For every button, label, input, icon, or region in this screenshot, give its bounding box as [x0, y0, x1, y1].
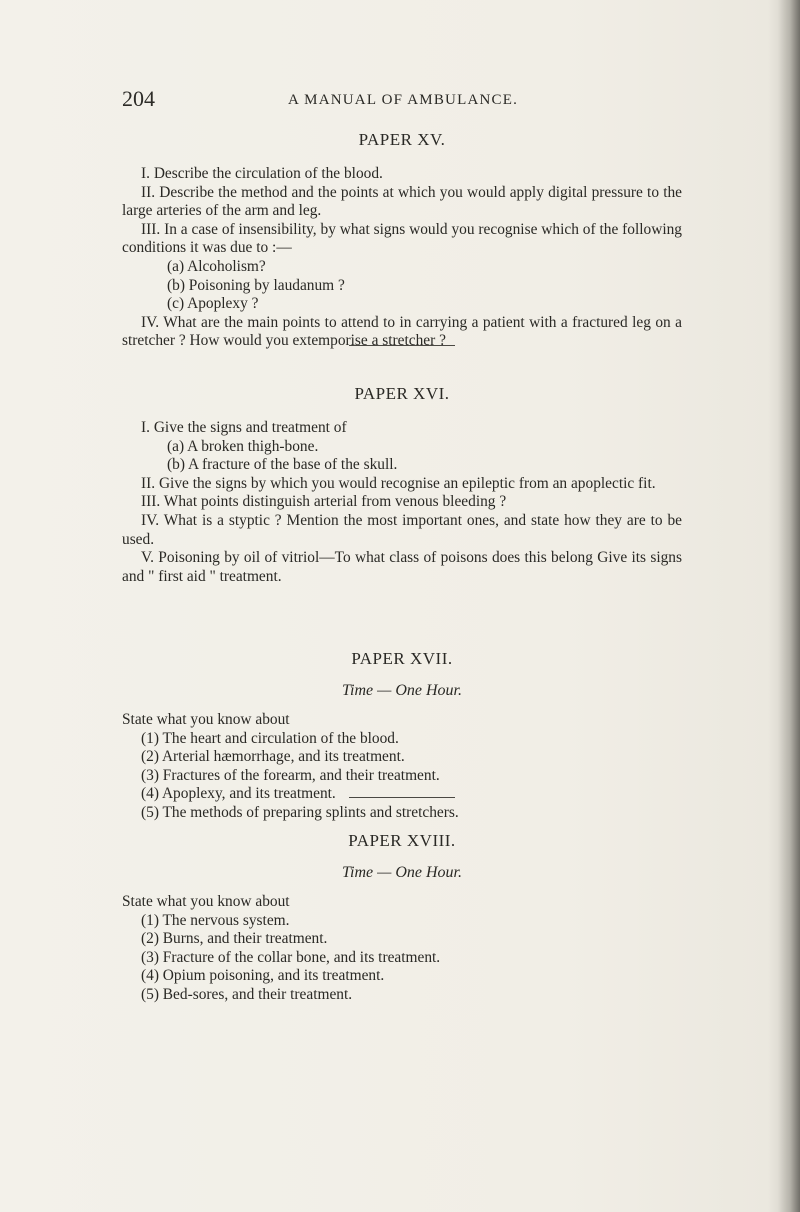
section-divider [349, 797, 455, 798]
list-item: (1) The nervous system. [141, 911, 290, 929]
paper-title: PAPER XVIII. [348, 831, 456, 850]
paper-title: PAPER XV. [358, 130, 446, 149]
time-allowed: Time — One Hour. [341, 864, 462, 881]
lead-line: State what you know about [122, 893, 290, 910]
question: IV. What is a styptic ? Mention the most important ones, and state how they are to be used. [122, 511, 682, 548]
list-item: (2) Burns, and their treatment. [141, 930, 328, 948]
paper-xvi [122, 384, 682, 586]
list-item: (3) Fractures of the forearm, and their treatment. [141, 766, 440, 784]
running-head [122, 88, 682, 118]
list-item: (4) Apoplexy, and its treatment. [141, 785, 336, 803]
sub-question: (a) A broken thigh-bone. [167, 437, 319, 455]
list-item: (5) The methods of preparing splints and stretchers. [141, 803, 459, 821]
time-allowed: Time — One Hour. [341, 682, 462, 699]
question: IV. What are the main points to attend to in carrying a patient with a fractured leg on a stretcher ? How would you extemporise a stretcher ? [122, 313, 682, 350]
list-item: (4) Opium poisoning, and its treatment. [141, 967, 385, 985]
section-divider [349, 345, 455, 346]
list-item: (2) Arterial hæmorrhage, and its treatment. [141, 748, 405, 766]
question: V. Poisoning by oil of vitriol—To what class of poisons does this belong Give its signs and " first aid " treatment. [122, 549, 682, 585]
question: II. Describe the method and the points at which you would apply digital pressure to the large arteries of the arm and leg. [122, 183, 682, 220]
list-item: (1) The heart and circulation of the blood. [141, 729, 399, 747]
question: III. What points distinguish arterial from venous bleeding ? [141, 493, 507, 511]
list-item: (5) Bed-sores, and their treatment. [141, 985, 353, 1003]
page-number: 204 [122, 86, 155, 111]
sub-question: (c) Apoplexy ? [167, 295, 259, 313]
lead-line: State what you know about [122, 711, 290, 728]
page-edge-shadow [778, 0, 800, 1212]
paper-title: PAPER XVII. [351, 649, 453, 668]
paper-xv [122, 130, 682, 351]
paper-title: PAPER XVI. [354, 384, 450, 403]
question: I. Give the signs and treatment of [141, 419, 347, 436]
question: I. Describe the circulation of the blood. [141, 165, 383, 182]
sub-question: (a) Alcoholism? [167, 257, 266, 275]
sub-question: (b) A fracture of the base of the skull. [167, 456, 398, 474]
question: III. In a case of insensibility, by what signs would you recognise which of the following conditions it was due to :— [122, 220, 682, 257]
paper-xviii [122, 831, 682, 1005]
sub-question: (b) Poisoning by laudanum ? [167, 276, 345, 294]
question: II. Give the signs by which you would recognise an epileptic from an apoplectic fit. [141, 474, 656, 492]
running-title: A MANUAL OF AMBULANCE. [288, 92, 519, 108]
list-item: (3) Fracture of the collar bone, and its treatment. [141, 948, 441, 966]
